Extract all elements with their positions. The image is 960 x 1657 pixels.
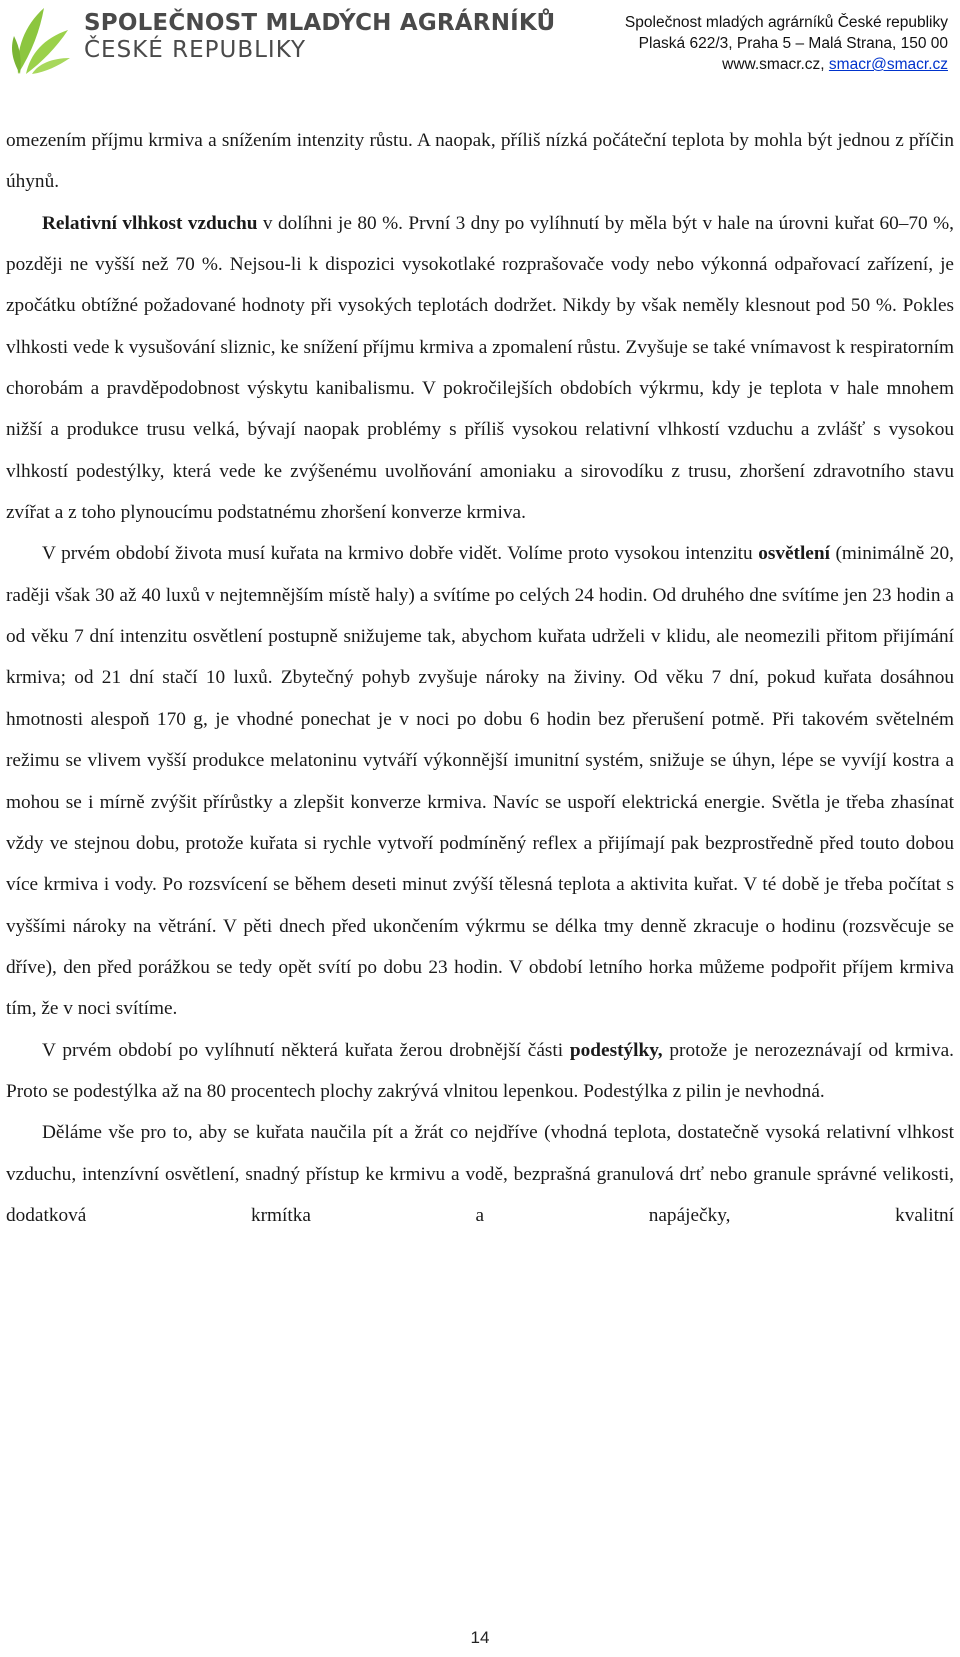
humidity-term: Relativní vlhkost vzduchu <box>42 212 258 234</box>
litter-term: podestýlky, <box>569 1039 663 1061</box>
document-body <box>6 120 954 1236</box>
lighting-text: (minimálně 20, raději však 30 až 40 luxů v nejtemnějším místě haly) a svítíme po celých 24 hodin. Od druhého dne svítíme jen 23 hodin a od věku 7 dní intenzitu osvětlení postupně snižujeme tak, abychom kuřata udrželi v klidu, ale neomezili přitom přijímání krmiva; od 21 dní stačí 10 luxů. Zbytečný pohyb zvyšuje nároky na živiny. Od věku 7 dní, pokud kuřata dosáhnou hmotnosti alespoň 170 g, je vhodné ponechat je v noci po dobu 6 hodin bez přerušení potmě. Při takovém světelném režimu se vlivem vyšší produkce melatoninu vytváří výkonnější imunitní systém, snižuje se úhyn, lépe se vyvíjí kostra a mohou se i mírně zvýšit přírůstky a zlepšit konverze krmiva. Navíc se uspoří elektrická energie. Světla je třeba zhasínat vždy ve stejnou dobu, protože kuřata si rychle vytvoří podmíněný reflex a přijímají pak bezprostředně před touto dobou více krmiva i vody. Po rozsvícení se během deseti minut zvýší tělesná teplota a aktivita kuřat. V té době je třeba počítat s vyššími nároky na větrání. V pěti dnech před ukončením výkrmu se délka tmy denně zkracuje o hodinu (rozsvěcuje se dříve), den před porážkou se tedy opět svítí po dobu 23 hodin. V období letního horka můžeme podpořit příjem krmiva tím, že v noci svítíme. <box>6 543 954 1020</box>
contact-name: Společnost mladých agrárníků České republiky <box>624 14 948 31</box>
paragraph-feeding: Děláme vše pro to, aby se kuřata naučila pít a žrát co nejdříve (vhodná teplota, dostatečně vysoká relativní vlhkost vzduchu, intenzívní osvětlení, snadný přístup ke krmivu a vodě, bezprašná granulová drť nebo granule správné velikosti, dodatková krmítka a napáječky, kvalitní <box>6 1122 954 1226</box>
organization-name-line1: SPOLEČNOST MLADÝCH AGRÁRNÍKŮ <box>84 10 556 36</box>
paragraph-temperature-end: omezením příjmu krmiva a snížením intenzity růstu. A naopak, příliš nízká počáteční teplota by mohla být jednou z příčin úhynů. <box>6 130 954 193</box>
organization-name-line2: ČESKÉ REPUBLIKY <box>84 37 307 63</box>
organization-name <box>84 12 555 62</box>
wheat-leaves-logo-icon <box>10 4 72 76</box>
website-text: www.smacr.cz, <box>722 56 829 73</box>
litter-text-start: V prvém období po vylíhnutí některá kuřata žerou drobnější části <box>42 1039 570 1061</box>
paragraph-litter <box>6 1030 954 1113</box>
contact-address: Plaská 622/3, Praha 5 – Malá Strana, 150 00 <box>638 35 948 52</box>
lighting-text-start: V prvém období života musí kuřata na krmivo dobře vidět. Volíme proto vysokou intenzitu <box>42 543 759 565</box>
litter-text: protože je nerozeznávají od krmiva. Proto se podestýlka až na 80 procentech plochy zakrývá vlnitou lepenkou. Podestýlka z pilin je nevhodná. <box>6 1039 954 1102</box>
email-link[interactable]: smacr@smacr.cz <box>828 56 948 73</box>
page-number: 14 <box>470 1628 490 1647</box>
lighting-term: osvětlení <box>758 543 830 565</box>
contact-web-line <box>625 54 948 75</box>
contact-block <box>625 12 948 75</box>
paragraph-lighting <box>6 533 954 1029</box>
humidity-text: v dolíhni je 80 %. První 3 dny po vylíhnutí by měla být v hale na úrovni kuřat 60–70 %, později ne vyšší než 70 %. Nejsou-li k dispozici vysokotlaké rozprašovače vody nebo výkonná odpařovací zařízení, je zpočátku obtížné požadované hodnoty při vysokých teplotách dodržet. Nikdy by však neměly klesnout pod 50 %. Pokles vlhkosti vede k vysušování sliznic, ke snížení příjmu krmiva a zpomalení růstu. Zvyšuje se také vnímavost k respiratorním chorobám a pravděpodobnost výskytu kanibalismu. V pokročilejších obdobích výkrmu, kdy je teplota v hale mnohem nižší a produkce trusu velká, bývají naopak problémy s příliš vysokou relativní vlhkostí vzduchu a zvlášť s vysokou vlhkostí podestýlky, která vede ke zvýšenému uvolňování amoniaku a sirovodíku z trusu, zhoršení zdravotního stavu zvířat a z toho plynoucímu podstatnému zhoršení konverze krmiva. <box>6 212 955 524</box>
paragraph-humidity <box>6 203 954 534</box>
letterhead <box>0 0 960 82</box>
